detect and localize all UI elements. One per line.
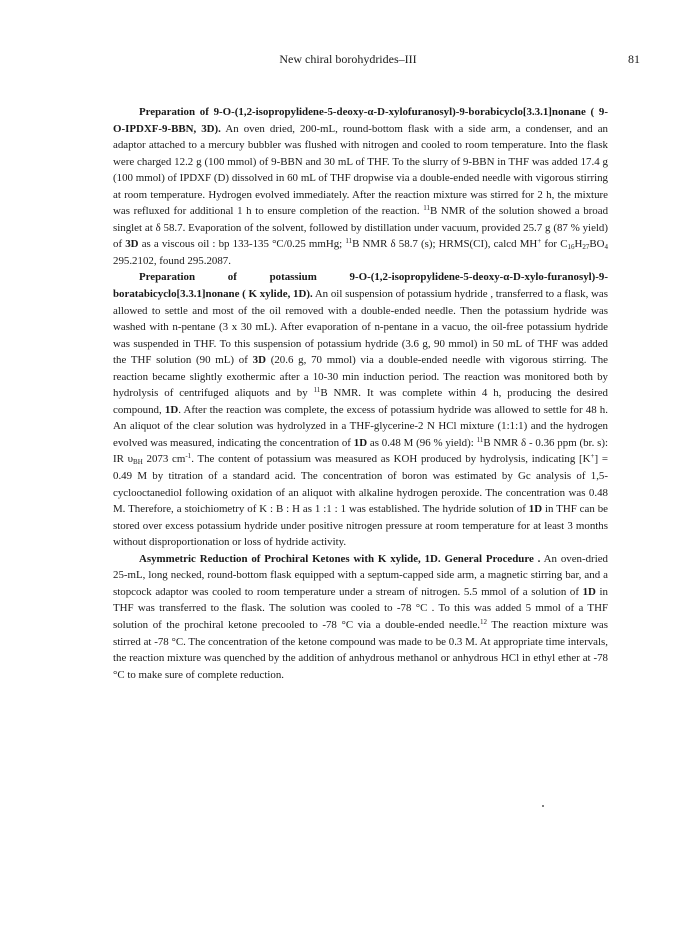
text-run: for C (541, 238, 568, 251)
text-run: 2073 cm (142, 453, 186, 466)
running-head-title: New chiral borohydrides–III (279, 52, 417, 66)
superscript: 11 (313, 386, 321, 395)
section-heading-general-procedure: Asymmetric Reduction of Prochiral Ketones with K xylide, 1D. General Procedure . (139, 552, 541, 565)
text-run: An oven-dried 25-mL, long necked, round-bottom flask equipped with a septum-capped side arm, a magnetic stirring bar, and a stopcock adaptor was cooled to room temperature under a stream of nitrogen. 5.5 mmol of a solution of (113, 552, 608, 598)
superscript: 11 (476, 435, 484, 444)
text-run: BO (589, 238, 605, 251)
text-run: (20.6 g, 70 mmol) via a double-ended needle with vigorous stirring. The reaction became slightly exothermic after a 10-30 min induction period. The reaction was monitored both by hydrolysis of centrifuged aliquots and by (113, 354, 608, 400)
text-run: as 0.48 M (96 % yield): (367, 436, 477, 449)
compound-label: 1D (164, 403, 179, 416)
compound-label: 1D (353, 436, 368, 449)
scan-speck (542, 805, 544, 807)
text-run: . The content of potassium was measured as KOH produced by hydrolysis, indicating [K (191, 453, 591, 466)
compound-label: 3D (125, 238, 139, 251)
text-run: B NMR of the solution showed a broad singlet at δ 58.7. Evaporation of the solvent, followed by distillation under vacuum, provided 25.7 g (87 % yield) of (113, 205, 609, 251)
superscript: 11 (423, 204, 430, 213)
section-heading-prep-3d: Preparation of 9-O-(1,2-isopropylidene-5-deoxy-α-D-xylofuranosyl)-9-borabicyclo[3.3.1]nonane ( 9-O-IPDXF-9-BBN, 3D). (113, 106, 608, 135)
superscript: + (537, 237, 542, 246)
text-run: H (574, 238, 583, 251)
superscript: 11 (345, 237, 353, 246)
text-run: An oil suspension of potassium hydride , transferred to a flask, was allowed to settle and most of the oil removed with a double-ended needle. Then the potassium hydride was washed with n-pentane (3 x 30 mL). After evaporation of n-pentane in a vacuo, the oil-free potassium hydride was suspended in THF. To this suspension of potassium hydride (3.6 g, 90 mmol) in 50 mL of THF was added the THF solution (90 mL) of (113, 288, 608, 367)
paragraph-prep-3d (113, 104, 608, 269)
text-run: An oven dried, 200-mL, round-bottom flask with a side arm, a condenser, and an adaptor attached to a mercury bubbler was flushed with nitrogen and cooled to room temperature. Into the flask were charged 12.2 g (100 mmol) of 9-BBN and 30 mL of THF. To the slurry of 9-BBN in THF was added 17.4 g (100 mmol) of IPDXF (D) dissolved in 60 mL of THF dropwise via a double-ended needle with vigorous stirring at room temperature. Hydrogen evolved immediately. After the reaction mixture was stirred for 2 h, the mixture was refluxed for additional 1 h to ensure completion of the reaction. (113, 122, 608, 218)
page-number: 81 (628, 52, 640, 66)
text-run: 295.2102, found 295.2087. (113, 254, 231, 267)
superscript: 12 (480, 617, 488, 626)
compound-label: 3D (252, 354, 266, 367)
superscript: + (590, 452, 595, 461)
compound-label: 1D (528, 503, 543, 516)
text-run: in THF was transferred to the flask. The solution was cooled to -78 °C . To this was added 5 mmol of a THF solution of the prochiral ketone precooled to -78 °C via a double-ended needle. (113, 585, 609, 631)
text-run: as a viscous oil : bp 133-135 °C/0.25 mmHg; (138, 238, 346, 251)
superscript: -1 (185, 452, 192, 461)
text-run: ] = 0.49 M by titration of a standard acid. The concentration of boron was estimated by Gc analysis of 1,5-cyclooctanediol following oxidation of an aliquot with alkaline hydrogen peroxide. The concentration was 0.48 M. Therefore, a stoichiometry of K : B : H as 1 :1 : 1 was established. The hydride solution of (113, 453, 608, 516)
text-run: . After the reaction was complete, the excess of potassium hydride was allowed to settle for 48 h. An aliquot of the clear solution was hydrolyzed in a THF-glycerine-2 N HCl mixture (1:1:1) and the hydrogen evolved was measured, indicating the concentration of (113, 403, 608, 449)
text-run: in THF can be stored over excess potassium hydride under positive nitrogen pressure at room temperature for at least 3 months without disproportionation or loss of hydride activity. (113, 503, 608, 549)
article-body (113, 104, 608, 683)
subscript: BH (133, 458, 143, 467)
text-run: B NMR δ - 0.36 ppm (br. s): IR υ (113, 436, 608, 466)
text-run: B NMR. It was complete within 4 h, producing the desired compound, (113, 387, 608, 416)
subscript: 4 (604, 243, 608, 252)
text-run: The reaction mixture was stirred at -78 °C. The concentration of the ketone compound was made to be 0.3 M. At appropriate time intervals, the reaction mixture was quenched by the addition of anhydrous methanol or anhydrous HCl in ethyl ether at -78 °C to make sure of complete reduction. (113, 618, 608, 681)
paragraph-asymmetric-reduction (113, 551, 608, 683)
section-heading-prep-1d: Preparation of potassium 9-O-(1,2-isopropylidene-5-deoxy-α-D-xylo-furanosyl)-9-boratabicyclo[3.3.1]nonane ( K xylide, 1D). (113, 271, 608, 301)
subscript: 27 (582, 243, 590, 252)
paragraph-prep-1d (113, 269, 608, 550)
text-run: B NMR δ 58.7 (s); HRMS(CI), calcd MH (352, 238, 538, 251)
compound-label: 1D (582, 585, 596, 598)
subscript: 16 (567, 243, 575, 252)
